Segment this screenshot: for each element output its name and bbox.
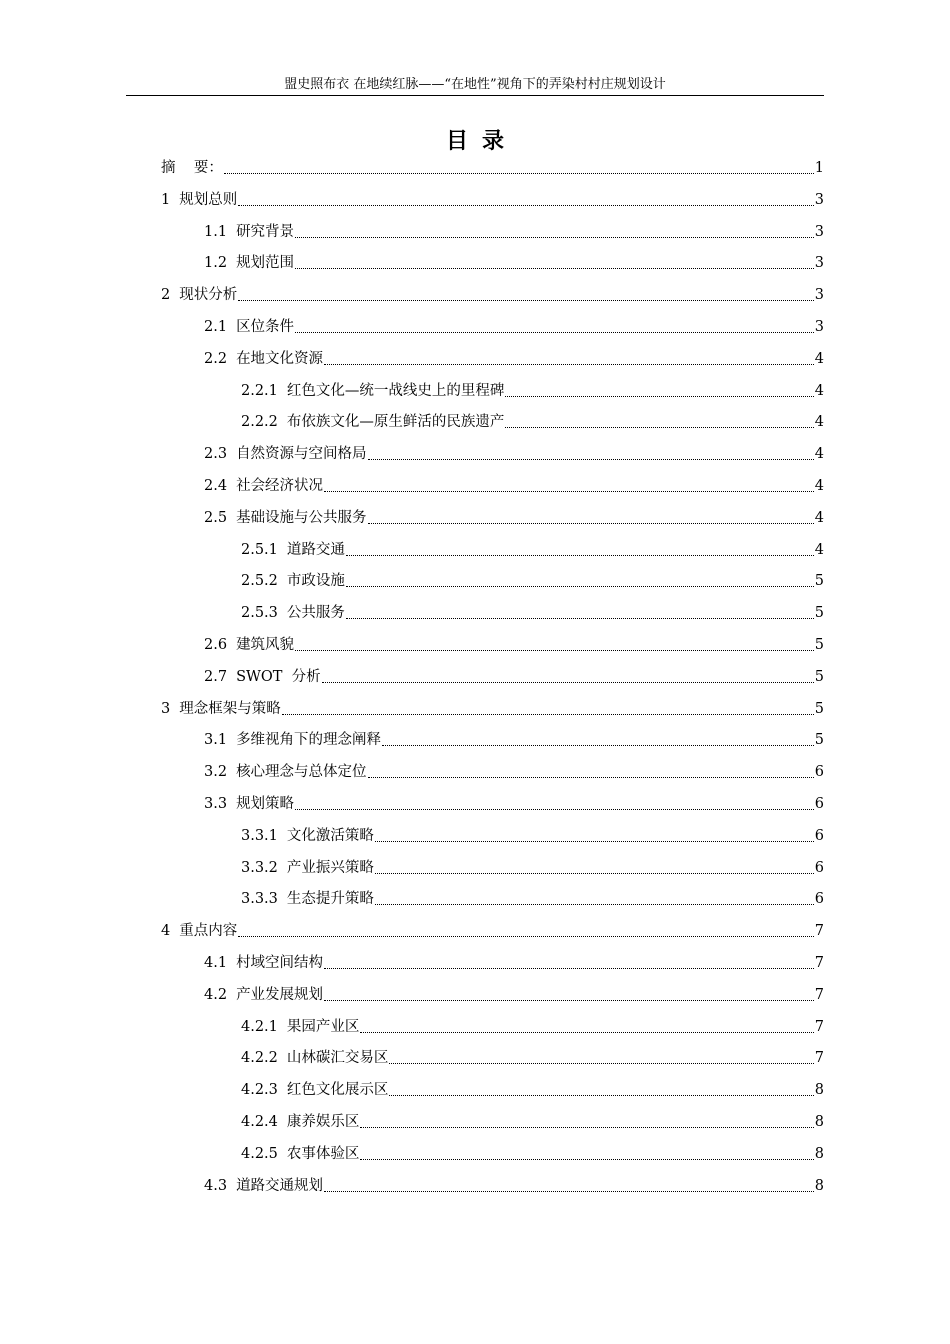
toc-page-number: 3	[814, 319, 824, 335]
toc-dot-leader	[375, 841, 814, 842]
toc-entry-number: 4.3	[204, 1177, 228, 1194]
toc-dot-leader	[324, 491, 814, 492]
toc-entry-number: 2.5	[204, 509, 228, 526]
toc-entry-text: 区位条件	[236, 319, 295, 335]
toc-dot-leader	[324, 1000, 814, 1001]
toc-entry-text: 规划策略	[236, 796, 295, 812]
toc-entry-number: 3.3.1	[241, 827, 278, 844]
toc-entry-label	[204, 952, 323, 974]
toc-page-number: 4	[814, 382, 824, 399]
toc-entry[interactable]	[204, 984, 824, 1006]
toc-entry-text: 理念框架与策略	[179, 700, 281, 717]
toc-entry[interactable]	[161, 157, 824, 179]
toc-entry-label	[161, 189, 237, 211]
toc-page-number: 7	[814, 1050, 824, 1067]
toc-dot-leader	[360, 1032, 813, 1033]
toc-entry[interactable]	[204, 475, 824, 497]
toc-dot-leader	[360, 1159, 813, 1160]
toc-entry-label	[161, 698, 281, 720]
toc-entry-label	[241, 602, 345, 624]
toc-entry-text: 核心理念与总体定位	[236, 764, 367, 781]
toc-entry-number: 2.2.1	[241, 382, 278, 399]
toc-dot-leader	[368, 523, 814, 524]
toc-entry-text: 布依族文化—原生鲜活的民族遗产	[286, 414, 505, 431]
toc-entry-text: 社会经济状况	[236, 478, 324, 494]
toc-entry-text: 产业发展规划	[236, 986, 324, 1003]
toc-entry[interactable]	[204, 729, 824, 751]
toc-entry-number: 2.5.1	[241, 541, 278, 558]
toc-entry-text: 公共服务	[286, 605, 345, 622]
toc-dot-leader	[375, 873, 814, 874]
toc-entry-text: 自然资源与空间格局	[236, 446, 367, 463]
toc-entry-number: 3.3	[204, 796, 228, 812]
toc-entry-number: 1.1	[204, 223, 228, 240]
toc-entry[interactable]	[204, 443, 824, 465]
toc-entry-text: 生态提升策略	[286, 891, 374, 908]
toc-entry[interactable]	[161, 284, 824, 306]
toc-dot-leader	[295, 650, 814, 651]
toc-entry-number: 2.2	[204, 350, 228, 367]
toc-entry-number: 2.2.2	[241, 414, 278, 431]
toc-dot-leader	[360, 1127, 813, 1128]
toc-entry-number: 2.3	[204, 446, 228, 463]
toc-entry[interactable]	[204, 952, 824, 974]
toc-entry-label	[204, 666, 321, 688]
toc-dot-leader	[322, 682, 814, 683]
toc-entry-label	[204, 729, 381, 751]
toc-page-number: 7	[814, 955, 824, 971]
toc-page-number: 7	[814, 986, 824, 1003]
toc-page-number: 4	[814, 414, 824, 431]
toc-entry-label	[241, 1111, 359, 1133]
toc-entry-label	[204, 984, 323, 1006]
toc-dot-leader	[346, 618, 814, 619]
toc-page-number: 4	[814, 541, 824, 558]
toc-entry[interactable]	[241, 1047, 824, 1069]
toc-entry-number: 2.5.3	[241, 605, 278, 622]
toc-entry-text: 文化激活策略	[286, 827, 374, 844]
toc-page-number: 6	[814, 827, 824, 844]
toc-page-number: 4	[814, 350, 824, 367]
toc-page-number: 4	[814, 478, 824, 494]
toc-entry-label	[241, 1016, 359, 1038]
toc-entry-number: 1	[161, 191, 171, 208]
toc-page-number: 5	[814, 605, 824, 622]
toc-entry[interactable]	[204, 316, 824, 338]
toc-dot-leader	[375, 904, 814, 905]
toc-entry-number: 2	[161, 287, 171, 304]
toc-page-number: 8	[814, 1114, 824, 1130]
toc-page-number: 4	[814, 509, 824, 526]
toc-entry-text: 现状分析	[179, 287, 238, 304]
toc-page-number: 7	[814, 1018, 824, 1035]
toc-entry-text: 多维视角下的理念阐释	[236, 732, 382, 749]
toc-entry-text: 规划总则	[179, 191, 238, 208]
toc-entry-text: 道路交通	[286, 541, 345, 558]
toc-page-number: 6	[814, 764, 824, 781]
toc-page-number: 8	[814, 1082, 824, 1099]
toc-entry-text: 在地文化资源	[236, 350, 324, 367]
toc-entry[interactable]	[241, 1143, 824, 1165]
toc-page-number: 8	[814, 1145, 824, 1162]
toc-dot-leader	[346, 555, 814, 556]
toc-dot-leader	[389, 1063, 813, 1064]
toc-entry-text: 红色文化—统一战线史上的里程碑	[286, 382, 505, 399]
header-rule	[126, 95, 824, 96]
toc-entry-text: 研究背景	[236, 223, 295, 240]
toc-dot-leader	[505, 427, 813, 428]
toc-entry-number: 2.5.2	[241, 573, 278, 590]
toc-entry-label	[204, 443, 367, 465]
toc-entry[interactable]	[204, 252, 824, 274]
toc-entry[interactable]	[204, 761, 824, 783]
toc-page-number: 3	[814, 287, 824, 304]
toc-page-number: 1	[814, 160, 824, 176]
toc-entry-label	[241, 539, 345, 561]
toc-dot-leader	[389, 1095, 813, 1096]
toc-entry-label	[241, 888, 374, 910]
toc-dot-leader	[368, 777, 814, 778]
toc-dot-leader	[224, 173, 814, 174]
toc-page-number: 6	[814, 891, 824, 908]
toc-dot-leader	[505, 396, 813, 397]
toc-entry-label	[161, 157, 223, 179]
toc-entry-number: 2.1	[204, 319, 228, 335]
toc-entry-number: 3	[161, 700, 171, 717]
toc-entry-label	[204, 507, 367, 529]
toc-entry-number: 3.2	[204, 764, 228, 781]
toc-entry-text: 规划范围	[236, 255, 295, 272]
toc-entry[interactable]	[241, 411, 824, 433]
toc-entry-text: 基础设施与公共服务	[236, 509, 367, 526]
toc-entry[interactable]	[204, 348, 824, 370]
toc-entry-number: 4.2.4	[241, 1114, 278, 1130]
toc-entry-label	[204, 475, 323, 497]
toc-entry-label	[204, 316, 294, 338]
toc-dot-leader	[295, 809, 814, 810]
toc-page-number: 6	[814, 796, 824, 812]
toc-entry[interactable]	[241, 602, 824, 624]
toc-entry-number: 4	[161, 923, 171, 940]
toc-page-number: 3	[814, 191, 824, 208]
toc-entry-text: 市政设施	[286, 573, 345, 590]
toc-entry[interactable]	[241, 1111, 824, 1133]
toc-entry[interactable]	[241, 1016, 824, 1038]
toc-entry-number: 1.2	[204, 255, 228, 272]
toc-page-number: 8	[814, 1177, 824, 1194]
toc-entry-text: 建筑风貌	[236, 637, 295, 653]
toc-page-number: 7	[814, 923, 824, 940]
toc-entry-number: 2.4	[204, 478, 228, 494]
toc-page-number: 3	[814, 223, 824, 240]
toc-entry-label	[204, 221, 294, 243]
running-header: 盟史照布衣 在地续红脉——“在地性”视角下的弄染村村庄规划设计	[284, 77, 666, 92]
toc-entry-label	[241, 380, 504, 402]
toc-entry[interactable]	[241, 857, 824, 879]
toc-page-number: 5	[814, 732, 824, 749]
toc-title: 目录	[445, 129, 518, 154]
toc-entry-label	[204, 634, 294, 656]
toc-entry-label	[204, 793, 294, 815]
toc-entry-label	[241, 1047, 388, 1069]
toc-entry-number: 4.2.2	[241, 1050, 278, 1067]
toc-entry-text: 产业振兴策略	[286, 859, 374, 876]
toc-dot-leader	[295, 237, 814, 238]
toc-entry-number: 2.6	[204, 637, 228, 653]
toc-entry[interactable]	[241, 888, 824, 910]
toc-dot-leader	[238, 205, 814, 206]
toc-entry-text: SWOT 分析	[236, 668, 321, 685]
toc-entry[interactable]	[204, 666, 824, 688]
toc-entry-label	[241, 857, 374, 879]
toc-entry-number: 4.2.1	[241, 1018, 278, 1035]
toc-page-number: 3	[814, 255, 824, 272]
toc-entry-text: 果园产业区	[286, 1018, 360, 1035]
toc-entry-number: 2.7	[204, 668, 228, 685]
toc-entry-label	[241, 1079, 388, 1101]
toc-dot-leader	[324, 968, 814, 969]
toc-entry-number: 4.2	[204, 986, 228, 1003]
toc-entry[interactable]	[241, 380, 824, 402]
toc-dot-leader	[382, 745, 814, 746]
toc-entry[interactable]	[241, 570, 824, 592]
toc-entry[interactable]	[204, 634, 824, 656]
toc-page-number: 6	[814, 859, 824, 876]
toc-entry-number: 4.2.3	[241, 1082, 278, 1099]
toc-entry[interactable]	[241, 1079, 824, 1101]
toc-entry[interactable]	[204, 1175, 824, 1197]
toc-entry-label	[204, 348, 323, 370]
toc-dot-leader	[346, 586, 814, 587]
toc-entry-number: 3.1	[204, 732, 228, 749]
toc-entry[interactable]	[204, 793, 824, 815]
toc-entry-text: 摘 要：	[161, 160, 223, 176]
toc-dot-leader	[324, 364, 814, 365]
toc-entry-number: 4.2.5	[241, 1145, 278, 1162]
toc-page-number: 5	[814, 668, 824, 685]
toc-page-number: 4	[814, 446, 824, 463]
toc-dot-leader	[238, 936, 814, 937]
toc-entry-number: 4.1	[204, 955, 228, 971]
toc-entry-text: 村域空间结构	[236, 955, 324, 971]
toc-entry-number: 3.3.3	[241, 891, 278, 908]
toc-entry-text: 红色文化展示区	[286, 1082, 389, 1099]
toc-entry[interactable]	[161, 189, 824, 211]
toc-entry-label	[161, 284, 237, 306]
toc-entry[interactable]	[204, 507, 824, 529]
toc-entry-text: 重点内容	[179, 923, 238, 940]
toc-entry-label	[161, 920, 237, 942]
toc-entry-label	[241, 570, 345, 592]
toc-entry-label	[241, 825, 374, 847]
toc-dot-leader	[324, 1191, 814, 1192]
toc-page-number: 5	[814, 573, 824, 590]
toc-entry-text: 康养娱乐区	[286, 1114, 360, 1130]
toc-dot-leader	[238, 300, 814, 301]
toc-entry-label	[204, 252, 294, 274]
toc-entry[interactable]	[241, 539, 824, 561]
toc-dot-leader	[368, 459, 814, 460]
toc-entry[interactable]	[161, 920, 824, 942]
toc-entry-number: 3.3.2	[241, 859, 278, 876]
toc-entry-label	[241, 411, 504, 433]
toc-page-number: 5	[814, 700, 824, 717]
toc-dot-leader	[295, 332, 814, 333]
toc-dot-leader	[282, 714, 814, 715]
toc-entry-label	[204, 1175, 323, 1197]
toc-entry[interactable]	[161, 698, 824, 720]
toc-entry-text: 山林碳汇交易区	[286, 1050, 389, 1067]
toc-entry[interactable]	[204, 221, 824, 243]
toc-entry-text: 农事体验区	[286, 1145, 360, 1162]
toc-entry-label	[204, 761, 367, 783]
toc-page-number: 5	[814, 637, 824, 653]
toc-entry-label	[241, 1143, 359, 1165]
toc-entry[interactable]	[241, 825, 824, 847]
toc-dot-leader	[295, 268, 814, 269]
toc-entry-text: 道路交通规划	[236, 1177, 324, 1194]
